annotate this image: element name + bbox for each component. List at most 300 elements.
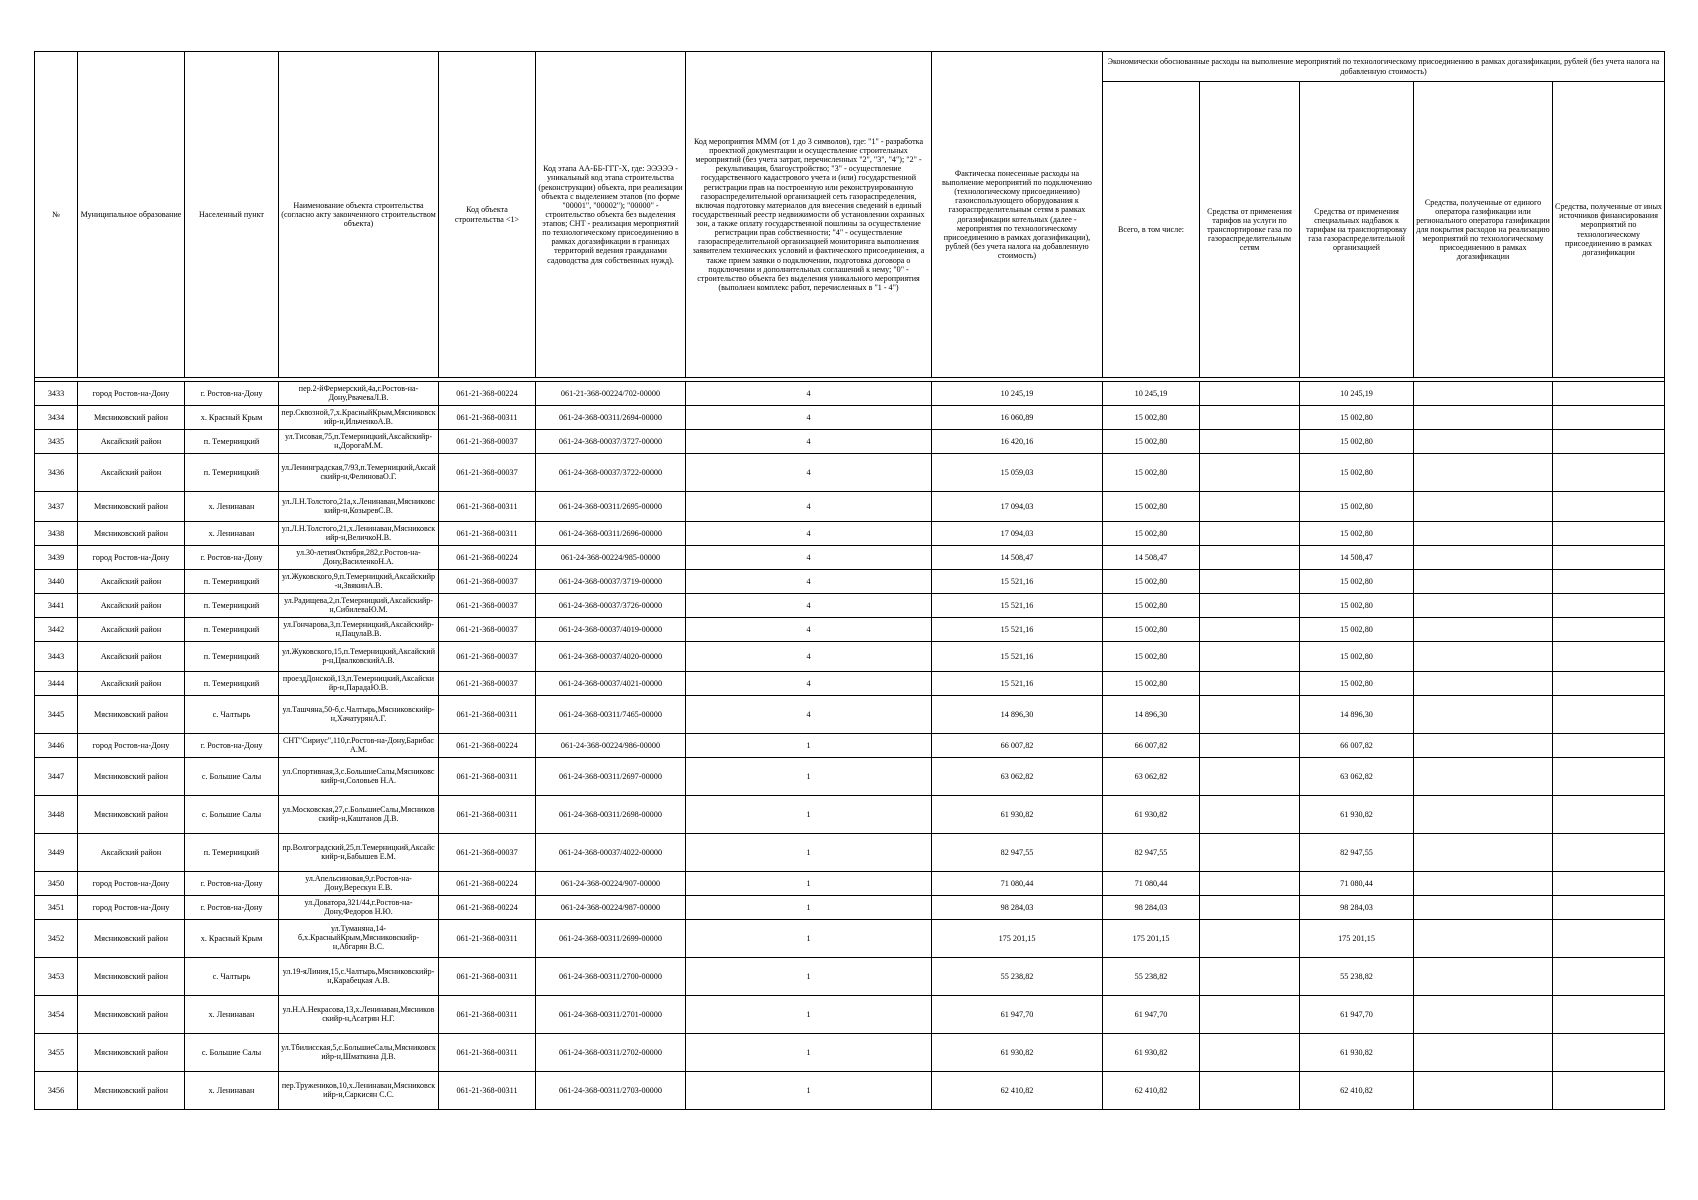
cell-actual-costs: 61 930,82 (932, 796, 1103, 834)
cell-stage-code: 061-24-368-00311/2701-00000 (536, 996, 686, 1034)
cell-tariff-funds (1200, 758, 1300, 796)
cell-object-name: проездДонской,13,п.Темерницкий,Аксайскийр-н,ПарадаЮ.В. (279, 672, 439, 696)
cell-total: 61 930,82 (1103, 796, 1200, 834)
cell-operator-funds (1414, 1034, 1553, 1072)
cell-measure-code: 1 (686, 734, 932, 758)
cell-municipality: Мясниковский район (78, 958, 185, 996)
cell-object-name: ул.Жуковского,15,п.Темерницкий,Аксайскийр-н,ЦвалковскийА.В. (279, 642, 439, 672)
cell-special-markup: 61 930,82 (1300, 796, 1414, 834)
cell-object-name: пер.2-йФермерский,4а,г.Ростов-на-Дону,РвачеваЛ.В. (279, 382, 439, 406)
cell-no: 3443 (35, 642, 78, 672)
cell-municipality: Мясниковский район (78, 920, 185, 958)
cell-actual-costs: 14 896,30 (932, 696, 1103, 734)
cell-operator-funds (1414, 522, 1553, 546)
header-settlement: Населенный пункт (185, 52, 279, 378)
cell-municipality: Аксайский район (78, 618, 185, 642)
cell-object-code: 061-21-368-00037 (439, 454, 536, 492)
cell-other-sources (1553, 1072, 1665, 1110)
cell-settlement: г. Ростов-на-Дону (185, 872, 279, 896)
cell-tariff-funds (1200, 872, 1300, 896)
cell-no: 3446 (35, 734, 78, 758)
cell-measure-code: 1 (686, 958, 932, 996)
cell-total: 15 002,80 (1103, 454, 1200, 492)
cell-settlement: г. Ростов-на-Дону (185, 734, 279, 758)
cell-stage-code: 061-24-368-00311/2700-00000 (536, 958, 686, 996)
cell-object-code: 061-21-368-00311 (439, 1072, 536, 1110)
cell-object-code: 061-21-368-00037 (439, 834, 536, 872)
cell-settlement: г. Ростов-на-Дону (185, 896, 279, 920)
cell-operator-funds (1414, 492, 1553, 522)
cell-stage-code: 061-24-368-00311/2703-00000 (536, 1072, 686, 1110)
table-row (35, 696, 1665, 734)
cell-other-sources (1553, 522, 1665, 546)
cell-actual-costs: 17 094,03 (932, 522, 1103, 546)
cell-stage-code: 061-21-368-00224/702-00000 (536, 382, 686, 406)
cell-no: 3435 (35, 430, 78, 454)
cell-measure-code: 1 (686, 996, 932, 1034)
cell-settlement: х. Ленинаван (185, 1072, 279, 1110)
cell-municipality: Мясниковский район (78, 996, 185, 1034)
header-tariff-funds: Средства от применения тарифов на услуги по транспортировке газа по газораспределительным сетям (1200, 82, 1300, 378)
cell-operator-funds (1414, 642, 1553, 672)
cell-special-markup: 55 238,82 (1300, 958, 1414, 996)
cell-total: 175 201,15 (1103, 920, 1200, 958)
cell-municipality: город Ростов-на-Дону (78, 872, 185, 896)
cell-actual-costs: 61 947,70 (932, 996, 1103, 1034)
cell-total: 71 080,44 (1103, 872, 1200, 896)
cell-stage-code: 061-24-368-00037/3727-00000 (536, 430, 686, 454)
cell-object-name: ул.Л.Н.Толстого,21а,х.Ленинаван,Мясниковскийр-н,КозыревС.В. (279, 492, 439, 522)
cell-object-name: ул.Гончарова,3,п.Темерницкий,Аксайскийр-н,ПацулаВ.В. (279, 618, 439, 642)
cell-no: 3442 (35, 618, 78, 642)
cell-stage-code: 061-24-368-00311/2699-00000 (536, 920, 686, 958)
cell-stage-code: 061-24-368-00224/986-00000 (536, 734, 686, 758)
cell-municipality: город Ростов-на-Дону (78, 546, 185, 570)
cell-tariff-funds (1200, 796, 1300, 834)
cell-no: 3445 (35, 696, 78, 734)
cell-object-name: ул.Ташчяна,50-б,с.Чалтырь,Мясниковскийр-н,ХачатурянА.Г. (279, 696, 439, 734)
cell-total: 15 002,80 (1103, 672, 1200, 696)
header-operator-funds: Средства, полученные от единого оператора газификации или регионального оператора газификации для покрытия расходов на реализацию мероприятий по технологическому присоединению в рамках догазификации (1414, 82, 1553, 378)
cell-operator-funds (1414, 696, 1553, 734)
cell-settlement: с. Большие Салы (185, 1034, 279, 1072)
cell-settlement: п. Темерницкий (185, 642, 279, 672)
cell-total: 62 410,82 (1103, 1072, 1200, 1110)
cell-settlement: г. Ростов-на-Дону (185, 546, 279, 570)
cell-no: 3450 (35, 872, 78, 896)
cell-no: 3448 (35, 796, 78, 834)
cell-measure-code: 4 (686, 406, 932, 430)
cell-tariff-funds (1200, 492, 1300, 522)
cell-stage-code: 061-24-368-00311/2694-00000 (536, 406, 686, 430)
cell-settlement: х. Ленинаван (185, 492, 279, 522)
cell-operator-funds (1414, 796, 1553, 834)
cell-actual-costs: 15 521,16 (932, 594, 1103, 618)
cell-special-markup: 15 002,80 (1300, 492, 1414, 522)
cell-no: 3454 (35, 996, 78, 1034)
header-special-markup: Средства от применения специальных надбавок к тарифам на транспортировку газа газораспределительной организацией (1300, 82, 1414, 378)
cell-special-markup: 175 201,15 (1300, 920, 1414, 958)
table-row (35, 382, 1665, 406)
cell-tariff-funds (1200, 642, 1300, 672)
table-row (35, 522, 1665, 546)
cell-tariff-funds (1200, 958, 1300, 996)
cell-stage-code: 061-24-368-00037/3726-00000 (536, 594, 686, 618)
header-measure-code: Код мероприятия МММ (от 1 до 3 символов), где: "1" - разработка проектной документации и осуществление строительных мероприятий (без учета затрат, перечисленных "2", "3", "4"); "2" - рекультивация, благоустройство; "3" - осуществление государственного кадастрового учета и (или) государственной регистрации прав на построенную или реконструированную газораспределительной организацией сеть газораспределения, включая подготовку материалов для внесения сведений в единый государственный реестр недвижимости об установлении охранных зон, а также оплату государственной пошлины за осуществление регистрации прав собственности; "4" - осуществление газораспределительной организацией мониторинга выполнения заявителем технических условий и фактического присоединения, а также прием заявки о подключении, подготовка договора о подключении и дополнительных соглашений к нему; "0" - строительство объекта без выделения уникального мероприятия (выполнен комплекс работ, перечисленных в "1 - 4") (686, 52, 932, 378)
cell-total: 98 284,03 (1103, 896, 1200, 920)
cell-tariff-funds (1200, 406, 1300, 430)
cell-actual-costs: 10 245,19 (932, 382, 1103, 406)
cell-operator-funds (1414, 570, 1553, 594)
cell-measure-code: 1 (686, 920, 932, 958)
cell-object-code: 061-21-368-00311 (439, 796, 536, 834)
cell-operator-funds (1414, 594, 1553, 618)
cell-other-sources (1553, 872, 1665, 896)
cell-total: 15 002,80 (1103, 406, 1200, 430)
cell-object-name: ул.Н.А.Некрасова,13,х.Ленинаван,Мясниковскийр-н,Асатрян Н.Г. (279, 996, 439, 1034)
cell-no: 3447 (35, 758, 78, 796)
cell-tariff-funds (1200, 594, 1300, 618)
cell-settlement: х. Красный Крым (185, 406, 279, 430)
table-row (35, 618, 1665, 642)
cell-special-markup: 14 508,47 (1300, 546, 1414, 570)
gasification-table-sheet (34, 51, 1664, 1110)
cell-operator-funds (1414, 430, 1553, 454)
cell-measure-code: 1 (686, 1072, 932, 1110)
cell-total: 61 930,82 (1103, 1034, 1200, 1072)
table-body (35, 378, 1665, 1110)
cell-operator-funds (1414, 896, 1553, 920)
cell-operator-funds (1414, 958, 1553, 996)
cell-no: 3439 (35, 546, 78, 570)
cell-stage-code: 061-24-368-00311/7465-00000 (536, 696, 686, 734)
cell-actual-costs: 62 410,82 (932, 1072, 1103, 1110)
table-row (35, 796, 1665, 834)
cell-stage-code: 061-24-368-00037/4022-00000 (536, 834, 686, 872)
cell-special-markup: 15 002,80 (1300, 406, 1414, 430)
cell-actual-costs: 98 284,03 (932, 896, 1103, 920)
cell-municipality: Мясниковский район (78, 758, 185, 796)
table-row (35, 492, 1665, 522)
cell-tariff-funds (1200, 570, 1300, 594)
cell-object-code: 061-21-368-00311 (439, 696, 536, 734)
cell-actual-costs: 15 521,16 (932, 570, 1103, 594)
cell-no: 3438 (35, 522, 78, 546)
cell-settlement: г. Ростов-на-Дону (185, 382, 279, 406)
cell-total: 66 007,82 (1103, 734, 1200, 758)
cell-municipality: Аксайский район (78, 594, 185, 618)
gasification-costs-table (34, 51, 1665, 1110)
cell-other-sources (1553, 570, 1665, 594)
cell-measure-code: 4 (686, 696, 932, 734)
cell-other-sources (1553, 896, 1665, 920)
cell-object-code: 061-21-368-00037 (439, 618, 536, 642)
cell-stage-code: 061-24-368-00311/2696-00000 (536, 522, 686, 546)
header-other-sources: Средства, полученные от иных источников финансирования мероприятий по технологическому присоединению в рамках догазификации (1553, 82, 1665, 378)
cell-tariff-funds (1200, 834, 1300, 872)
cell-operator-funds (1414, 406, 1553, 430)
table-row (35, 758, 1665, 796)
cell-other-sources (1553, 642, 1665, 672)
cell-object-name: ул.Доватора,321/44,г.Ростов-на-Дону,Федоров Н.Ю. (279, 896, 439, 920)
cell-tariff-funds (1200, 920, 1300, 958)
cell-operator-funds (1414, 996, 1553, 1034)
cell-object-code: 061-21-368-00037 (439, 430, 536, 454)
table-row (35, 920, 1665, 958)
cell-other-sources (1553, 406, 1665, 430)
cell-other-sources (1553, 430, 1665, 454)
cell-settlement: п. Темерницкий (185, 834, 279, 872)
cell-object-code: 061-21-368-00224 (439, 546, 536, 570)
cell-object-name: пер.Тружеников,10,х.Ленинаван,Мясниковскийр-н,Саркисян С.С. (279, 1072, 439, 1110)
cell-other-sources (1553, 996, 1665, 1034)
table-row (35, 570, 1665, 594)
cell-special-markup: 61 947,70 (1300, 996, 1414, 1034)
cell-settlement: с. Большие Салы (185, 758, 279, 796)
cell-tariff-funds (1200, 896, 1300, 920)
cell-other-sources (1553, 492, 1665, 522)
cell-measure-code: 4 (686, 672, 932, 696)
cell-actual-costs: 63 062,82 (932, 758, 1103, 796)
cell-special-markup: 66 007,82 (1300, 734, 1414, 758)
cell-total: 15 002,80 (1103, 642, 1200, 672)
cell-municipality: Аксайский район (78, 642, 185, 672)
cell-object-name: ул.Радищева,2,п.Темерницкий,Аксайскийр-н,СибилеваЮ.М. (279, 594, 439, 618)
table-row (35, 734, 1665, 758)
cell-object-code: 061-21-368-00311 (439, 492, 536, 522)
cell-stage-code: 061-24-368-00224/907-00000 (536, 872, 686, 896)
cell-settlement: с. Чалтырь (185, 696, 279, 734)
cell-operator-funds (1414, 834, 1553, 872)
cell-actual-costs: 16 420,16 (932, 430, 1103, 454)
cell-other-sources (1553, 618, 1665, 642)
cell-object-name: ул.Ленинградская,7/93,п.Темерницкий,Аксайскийр-н,ФелиноваО.Г. (279, 454, 439, 492)
cell-special-markup: 15 002,80 (1300, 430, 1414, 454)
cell-stage-code: 061-24-368-00037/4020-00000 (536, 642, 686, 672)
cell-total: 14 896,30 (1103, 696, 1200, 734)
cell-measure-code: 4 (686, 594, 932, 618)
cell-stage-code: 061-24-368-00311/2702-00000 (536, 1034, 686, 1072)
cell-tariff-funds (1200, 382, 1300, 406)
header-object-code: Код объекта строительства <1> (439, 52, 536, 378)
cell-no: 3437 (35, 492, 78, 522)
cell-municipality: Аксайский район (78, 672, 185, 696)
cell-object-name: пер.Сквозной,7,х.КрасныйКрым,Мясниковскийр-н,ИльченкоА.В. (279, 406, 439, 430)
cell-measure-code: 1 (686, 834, 932, 872)
cell-measure-code: 4 (686, 454, 932, 492)
cell-object-name: ул.Московская,27,с.БольшиеСалы,Мясниковскийр-н,Каштанов Д.В. (279, 796, 439, 834)
cell-actual-costs: 71 080,44 (932, 872, 1103, 896)
cell-object-code: 061-21-368-00311 (439, 920, 536, 958)
cell-municipality: Аксайский район (78, 834, 185, 872)
cell-measure-code: 1 (686, 872, 932, 896)
cell-other-sources (1553, 454, 1665, 492)
cell-no: 3455 (35, 1034, 78, 1072)
cell-municipality: Мясниковский район (78, 696, 185, 734)
cell-object-name: ул.Тбилисская,5,с.БольшиеСалы,Мясниковскийр-н,Шматкина Д.В. (279, 1034, 439, 1072)
cell-measure-code: 4 (686, 642, 932, 672)
cell-object-name: ул.Жуковского,9,п.Темерницкий,Аксайскийр-н,ЗвякинА.В. (279, 570, 439, 594)
cell-tariff-funds (1200, 430, 1300, 454)
cell-object-code: 061-21-368-00037 (439, 672, 536, 696)
cell-actual-costs: 15 521,16 (932, 642, 1103, 672)
cell-total: 15 002,80 (1103, 618, 1200, 642)
cell-settlement: п. Темерницкий (185, 618, 279, 642)
cell-no: 3451 (35, 896, 78, 920)
cell-settlement: п. Темерницкий (185, 594, 279, 618)
cell-special-markup: 15 002,80 (1300, 454, 1414, 492)
cell-measure-code: 4 (686, 570, 932, 594)
cell-total: 55 238,82 (1103, 958, 1200, 996)
cell-total: 15 002,80 (1103, 430, 1200, 454)
cell-operator-funds (1414, 872, 1553, 896)
cell-no: 3444 (35, 672, 78, 696)
cell-stage-code: 061-24-368-00037/4021-00000 (536, 672, 686, 696)
cell-no: 3440 (35, 570, 78, 594)
header-object-name: Наименование объекта строительства (согласно акту законченного строительством объекта) (279, 52, 439, 378)
cell-no: 3433 (35, 382, 78, 406)
cell-measure-code: 1 (686, 1034, 932, 1072)
cell-special-markup: 15 002,80 (1300, 618, 1414, 642)
cell-operator-funds (1414, 758, 1553, 796)
header-group-justified-costs: Экономически обоснованные расходы на выполнение мероприятий по технологическому присоединению в рамках догазификации, рублей (без учета налога на добавленную стоимость) (1103, 52, 1665, 82)
cell-other-sources (1553, 1034, 1665, 1072)
cell-settlement: х. Ленинаван (185, 522, 279, 546)
cell-tariff-funds (1200, 522, 1300, 546)
cell-settlement: с. Чалтырь (185, 958, 279, 996)
cell-other-sources (1553, 920, 1665, 958)
table-row (35, 996, 1665, 1034)
cell-other-sources (1553, 796, 1665, 834)
cell-actual-costs: 17 094,03 (932, 492, 1103, 522)
table-row (35, 406, 1665, 430)
cell-municipality: Мясниковский район (78, 796, 185, 834)
cell-actual-costs: 16 060,89 (932, 406, 1103, 430)
cell-settlement: п. Темерницкий (185, 672, 279, 696)
table-row (35, 454, 1665, 492)
cell-tariff-funds (1200, 1072, 1300, 1110)
table-row (35, 834, 1665, 872)
cell-special-markup: 10 245,19 (1300, 382, 1414, 406)
cell-special-markup: 62 410,82 (1300, 1072, 1414, 1110)
cell-object-name: СНТ"Сириус",110,г.Ростов-на-Дону,Барибас А.М. (279, 734, 439, 758)
cell-object-name: ул.30-летияОктября,282,г.Ростов-на-Дону,ВасиленкоН.А. (279, 546, 439, 570)
cell-operator-funds (1414, 1072, 1553, 1110)
cell-total: 14 508,47 (1103, 546, 1200, 570)
cell-operator-funds (1414, 734, 1553, 758)
cell-actual-costs: 15 521,16 (932, 618, 1103, 642)
cell-stage-code: 061-24-368-00037/3722-00000 (536, 454, 686, 492)
cell-stage-code: 061-24-368-00311/2697-00000 (536, 758, 686, 796)
cell-object-name: ул.Туманяна,14-б,х.КрасныйКрым,Мясниковскийр-н,Абгарян В.С. (279, 920, 439, 958)
cell-object-code: 061-21-368-00224 (439, 734, 536, 758)
cell-tariff-funds (1200, 1034, 1300, 1072)
header-actual-costs: Фактическа понесенные расходы на выполнение мероприятий по подключению (технологическому присоединению) газоиспользующего оборудования к газораспределительным сетям в рамках догазификации котельных (далее - мероприятия по технологическому присоединению в рамках догазификации), рублей (без учета налога на добавленную стоимость) (932, 52, 1103, 378)
cell-other-sources (1553, 672, 1665, 696)
cell-special-markup: 63 062,82 (1300, 758, 1414, 796)
table-row (35, 1034, 1665, 1072)
cell-measure-code: 1 (686, 796, 932, 834)
cell-operator-funds (1414, 454, 1553, 492)
cell-municipality: Аксайский район (78, 430, 185, 454)
cell-total: 15 002,80 (1103, 522, 1200, 546)
cell-measure-code: 1 (686, 896, 932, 920)
table-row (35, 594, 1665, 618)
cell-object-code: 061-21-368-00224 (439, 382, 536, 406)
cell-settlement: с. Большие Салы (185, 796, 279, 834)
cell-actual-costs: 15 521,16 (932, 672, 1103, 696)
table-row (35, 1072, 1665, 1110)
cell-object-code: 061-21-368-00311 (439, 1034, 536, 1072)
cell-object-code: 061-21-368-00311 (439, 406, 536, 430)
cell-other-sources (1553, 696, 1665, 734)
cell-object-code: 061-21-368-00224 (439, 872, 536, 896)
cell-operator-funds (1414, 672, 1553, 696)
table-header (35, 52, 1665, 378)
cell-stage-code: 061-24-368-00037/3719-00000 (536, 570, 686, 594)
cell-actual-costs: 82 947,55 (932, 834, 1103, 872)
cell-object-code: 061-21-368-00311 (439, 958, 536, 996)
header-no: № (35, 52, 78, 378)
cell-operator-funds (1414, 382, 1553, 406)
cell-tariff-funds (1200, 672, 1300, 696)
cell-object-code: 061-21-368-00037 (439, 570, 536, 594)
cell-object-code: 061-21-368-00224 (439, 896, 536, 920)
cell-no: 3452 (35, 920, 78, 958)
cell-special-markup: 15 002,80 (1300, 594, 1414, 618)
cell-object-code: 061-21-368-00311 (439, 522, 536, 546)
cell-object-name: ул.Тисовая,75,п.Темерницкий,Аксайскийр-н,ДорогаМ.М. (279, 430, 439, 454)
table-row (35, 872, 1665, 896)
table-row (35, 958, 1665, 996)
cell-tariff-funds (1200, 996, 1300, 1034)
cell-stage-code: 061-24-368-00311/2695-00000 (536, 492, 686, 522)
cell-measure-code: 4 (686, 546, 932, 570)
cell-settlement: х. Ленинаван (185, 996, 279, 1034)
cell-municipality: Мясниковский район (78, 522, 185, 546)
cell-object-name: ул.Л.Н.Толстого,21,х.Ленинаван,Мясниковскийр-н,ВеличкоН.В. (279, 522, 439, 546)
cell-no: 3449 (35, 834, 78, 872)
cell-tariff-funds (1200, 696, 1300, 734)
cell-municipality: город Ростов-на-Дону (78, 896, 185, 920)
header-stage-code: Код этапа АА-ББ-ГГГ-Х, где: ЭЭЭЭЭ - уникальный код этапа строительства (реконструкции) объекта, при реализации объекта с выделением этапов (по форме "00001", "00002"); "00000" - строительство объекта без выделения этапов; СНТ - реализация мероприятий по технологическому присоединению в рамках догазификации в границах территорий ведения гражданами садоводства для собственных нужд). (536, 52, 686, 378)
cell-object-code: 061-21-368-00311 (439, 758, 536, 796)
cell-no: 3456 (35, 1072, 78, 1110)
cell-measure-code: 4 (686, 618, 932, 642)
cell-tariff-funds (1200, 546, 1300, 570)
cell-tariff-funds (1200, 454, 1300, 492)
cell-actual-costs: 15 059,03 (932, 454, 1103, 492)
cell-stage-code: 061-24-368-00224/987-00000 (536, 896, 686, 920)
cell-measure-code: 4 (686, 430, 932, 454)
cell-operator-funds (1414, 920, 1553, 958)
cell-actual-costs: 175 201,15 (932, 920, 1103, 958)
cell-other-sources (1553, 382, 1665, 406)
cell-no: 3436 (35, 454, 78, 492)
cell-total: 61 947,70 (1103, 996, 1200, 1034)
cell-object-name: ул.19-яЛиния,15,с.Чалтырь,Мясниковскийр-н,Карабецкая А.В. (279, 958, 439, 996)
header-municipality: Муниципальное образование (78, 52, 185, 378)
cell-no: 3441 (35, 594, 78, 618)
cell-actual-costs: 66 007,82 (932, 734, 1103, 758)
cell-total: 15 002,80 (1103, 492, 1200, 522)
cell-operator-funds (1414, 546, 1553, 570)
cell-special-markup: 82 947,55 (1300, 834, 1414, 872)
cell-settlement: п. Темерницкий (185, 570, 279, 594)
cell-actual-costs: 55 238,82 (932, 958, 1103, 996)
cell-no: 3453 (35, 958, 78, 996)
cell-stage-code: 061-24-368-00311/2698-00000 (536, 796, 686, 834)
